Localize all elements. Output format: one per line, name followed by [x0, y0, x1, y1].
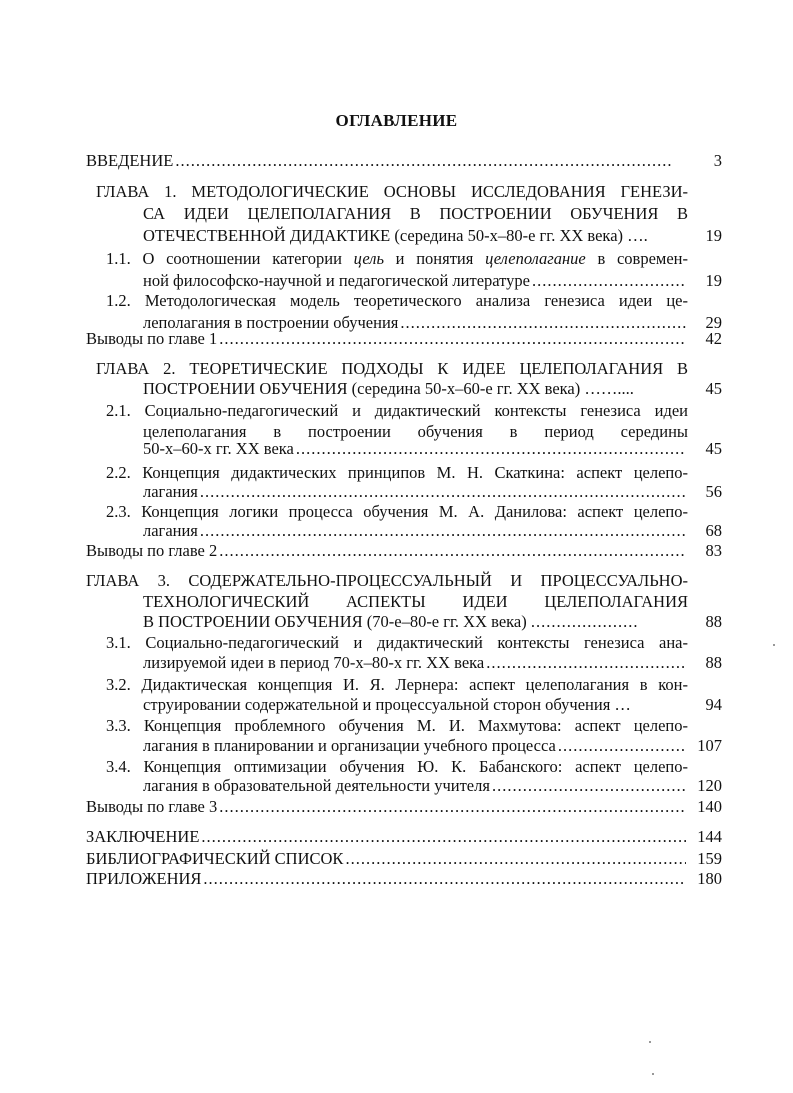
dot-leader [219, 796, 686, 818]
dot-leader [558, 735, 686, 757]
toc-entry-1-2-cont[interactable]: леполагания в построении обучения ..... [143, 312, 688, 334]
dot-leader [219, 540, 686, 562]
toc-entry-3-3[interactable]: 3.3. Концепция проблемного обучения М. И. Махмутова: аспект целепо- [106, 716, 688, 735]
toc-page-number: 29 [705, 313, 722, 332]
toc-page-number: 56 [705, 482, 722, 501]
scan-speck [649, 1041, 651, 1043]
toc-page-number: 180 [697, 869, 722, 888]
page-title: ОГЛАВЛЕНИЕ [335, 111, 458, 130]
chapter-1-title-end: ОТЕЧЕСТВЕННОЙ ДИДАКТИКЕ [143, 226, 391, 245]
dot-leader [201, 826, 686, 848]
toc-page-number: 3 [713, 151, 722, 170]
toc-page-number: 83 [705, 541, 722, 560]
toc-entry-3-2[interactable]: 3.2. Дидактическая концепция И. Я. Лернера: аспект целеполагания в кон- [106, 675, 688, 694]
dot-leader [200, 520, 686, 542]
toc-page-number: 19 [705, 271, 722, 290]
dot-leader [486, 652, 686, 674]
chapter-2-heading-line: ГЛАВА 2. ТЕОРЕТИЧЕСКИЕ ПОДХОДЫ К ИДЕЕ ЦЕЛЕПОЛАГАНИЯ В [96, 359, 688, 378]
toc-entry-1-2[interactable]: 1.2. Методологическая модель теоретического анализа генезиса идеи це- [106, 291, 688, 310]
dot-leader [532, 270, 686, 292]
dot-leader [492, 775, 686, 797]
chapter-1-heading-line: ГЛАВА 1. МЕТОДОЛОГИЧЕСКИЕ ОСНОВЫ ИССЛЕДОВАНИЯ ГЕНЕЗИ- [96, 182, 688, 201]
dot-leader [345, 848, 686, 870]
chapter-1-heading-line: СА ИДЕИ ЦЕЛЕПОЛАГАНИЯ В ПОСТРОЕНИИ ОБУЧЕНИЯ В [143, 204, 688, 223]
toc-entry-intro[interactable] [86, 150, 698, 172]
toc-entry-3-4-cont[interactable]: лагания в образовательной деятельности учителя ..... [143, 775, 688, 797]
toc-entry-3-3-cont[interactable]: лагания в планировании и организации учебного процесса ..... [143, 735, 688, 757]
toc-entry-3-2-cont: струировании содержательной и процессуальной сторон обучения … [143, 695, 631, 714]
toc-entry-conclusion-1[interactable]: Выводы по главе 1 ..... [86, 328, 688, 350]
toc-entry-conclusion[interactable]: ЗАКЛЮЧЕНИЕ ..... [86, 826, 688, 848]
dot-leader [219, 328, 686, 350]
toc-page-number: 144 [697, 827, 722, 846]
toc-page-number: 19 [705, 226, 722, 245]
toc-page-number: 107 [697, 736, 722, 755]
toc-entry-2-3[interactable]: 2.3. Концепция логики процесса обучения М. А. Данилова: аспект целепо- [106, 502, 688, 521]
chapter-3-heading-line: ТЕХНОЛОГИЧЕСКИЙ АСПЕКТЫ ИДЕИ ЦЕЛЕПОЛАГАНИЯ [143, 592, 688, 611]
toc-page-number: 88 [705, 612, 722, 631]
scan-speck [773, 644, 775, 646]
chapter-3-heading-line: ГЛАВА 3. СОДЕРЖАТЕЛЬНО-ПРОЦЕССУАЛЬНЫЙ И ПРОЦЕССУАЛЬНО- [86, 571, 688, 590]
toc-entry-2-1-cont: целеполагания в построении обучения в период середины [143, 422, 688, 441]
dot-leader [175, 150, 672, 172]
toc-entry-2-2[interactable]: 2.2. Концепция дидактических принципов М. Н. Скаткина: аспект целепо- [106, 463, 688, 482]
toc-entry-appendix[interactable]: ПРИЛОЖЕНИЯ ..... [86, 868, 688, 890]
toc-page-number: 68 [705, 521, 722, 540]
toc-page-number: 159 [697, 849, 722, 868]
toc-page-number: 94 [705, 695, 722, 714]
chapter-1-heading-line[interactable] [143, 225, 688, 247]
toc-entry-1-1-cont[interactable]: ной философско-научной и педагогической литературе ..... [143, 270, 688, 292]
chapter-1-period: (середина 50-х–80-е гг. XX века) …. [394, 226, 648, 245]
chapter-3-heading-line[interactable]: В ПОСТРОЕНИИ ОБУЧЕНИЯ (70-е–80-е гг. XX века) ..................... [143, 612, 639, 631]
toc-page-number: 45 [705, 439, 722, 458]
dot-leader [203, 868, 686, 890]
toc-entry-bibliography[interactable]: БИБЛИОГРАФИЧЕСКИЙ СПИСОК ..... [86, 848, 688, 870]
toc-page-number: 120 [697, 776, 722, 795]
dot-leader [296, 438, 686, 460]
toc-entry-conclusion-2[interactable]: Выводы по главе 2 ..... [86, 540, 688, 562]
toc-entry-3-4[interactable]: 3.4. Концепция оптимизации обучения Ю. К. Бабанского: аспект целепо- [106, 757, 688, 776]
toc-entry-conclusion-3[interactable]: Выводы по главе 3 ..... [86, 796, 688, 818]
toc-entry-3-1-cont[interactable]: лизируемой идеи в период 70-х–80-х гг. XX века ..... [143, 652, 688, 674]
toc-page-number: 45 [705, 379, 722, 398]
scan-speck [652, 1073, 654, 1075]
toc-entry-2-1[interactable]: 2.1. Социально-педагогический и дидактический контексты генезиса идеи [106, 401, 688, 420]
toc-label: ВВЕДЕНИЕ [86, 151, 174, 170]
toc-entry-1-1[interactable]: 1.1. О соотношении категории цель и понятия целеполагание в современ- [106, 249, 688, 268]
toc-page-number: 88 [705, 653, 722, 672]
dot-leader [200, 481, 686, 503]
toc-entry-2-2-cont[interactable]: лагания ..... [143, 481, 688, 503]
toc-entry-3-1[interactable]: 3.1. Социально-педагогический и дидактический контексты генезиса ана- [106, 633, 688, 652]
toc-entry-2-1-cont[interactable]: 50-х–60-х гг. XX века ..... [143, 438, 688, 460]
toc-page-number: 140 [697, 797, 722, 816]
toc-entry-2-3-cont[interactable]: лагания ..... [143, 520, 688, 542]
toc-page-number: 42 [705, 329, 722, 348]
chapter-2-heading-line[interactable]: ПОСТРОЕНИИ ОБУЧЕНИЯ (середина 50-х–60-е гг. XX века) …….... [143, 379, 634, 398]
